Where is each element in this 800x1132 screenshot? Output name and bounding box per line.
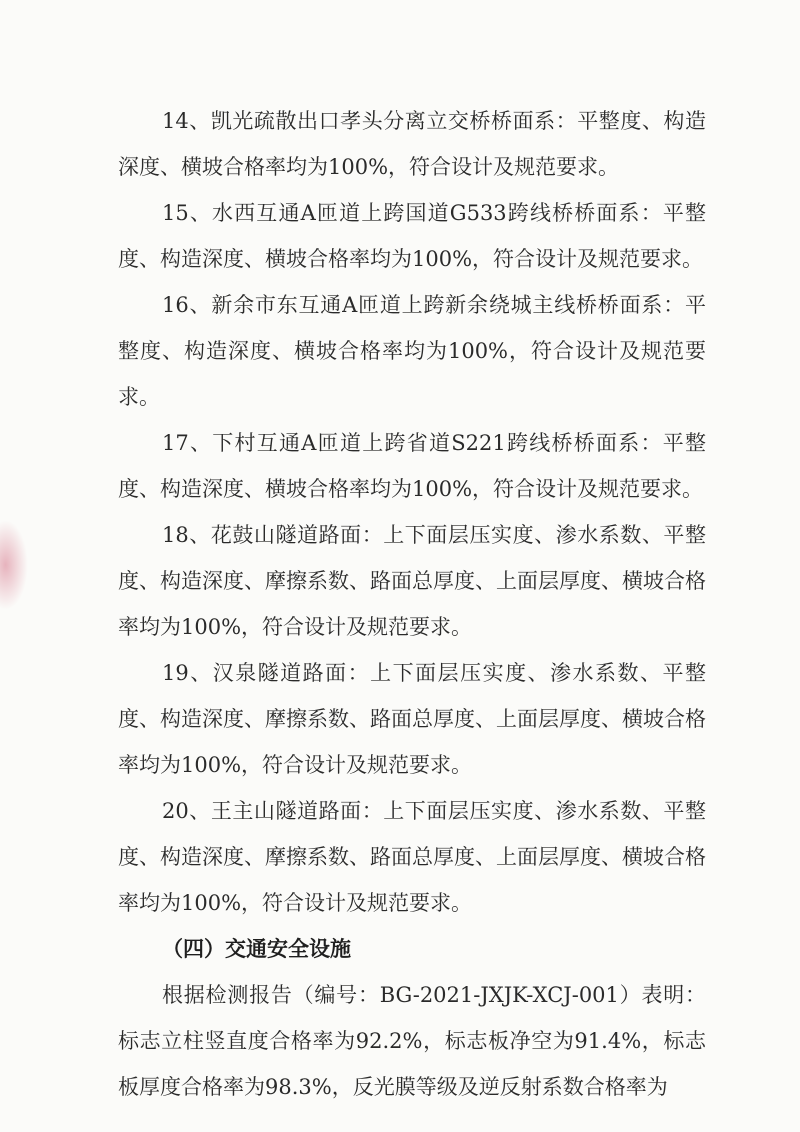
paragraph-16: 16、新余市东互通A匝道上跨新余绕城主线桥桥面系：平整度、构造深度、横坡合格率均为100%，符合设计及规范要求。 [118,293,706,409]
page-stain [0,520,28,610]
document-body [118,98,706,1110]
paragraph-15: 15、水西互通A匝道上跨国道G533跨线桥桥面系：平整度、构造深度、横坡合格率均为100%，符合设计及规范要求。 [118,201,706,271]
paragraph-20: 20、王主山隧道路面：上下面层压实度、渗水系数、平整度、构造深度、摩擦系数、路面总厚度、上面层厚度、横坡合格率均为100%，符合设计及规范要求。 [118,799,706,915]
paragraph-19: 19、汉泉隧道路面：上下面层压实度、渗水系数、平整度、构造深度、摩擦系数、路面总厚度、上面层厚度、横坡合格率均为100%，符合设计及规范要求。 [118,661,706,777]
paragraph-17: 17、下村互通A匝道上跨省道S221跨线桥桥面系：平整度、构造深度、横坡合格率均为100%，符合设计及规范要求。 [118,431,706,501]
paragraph-14: 14、凯光疏散出口孝头分离立交桥桥面系：平整度、构造深度、横坡合格率均为100%，符合设计及规范要求。 [118,109,706,179]
section-heading: （四）交通安全设施 [162,936,351,961]
paragraph-18: 18、花鼓山隧道路面：上下面层压实度、渗水系数、平整度、构造深度、摩擦系数、路面总厚度、上面层厚度、横坡合格率均为100%，符合设计及规范要求。 [118,523,706,639]
closing-paragraph: 根据检测报告（编号：BG-2021-JXJK-XCJ-001）表明：标志立柱竖直度合格率为92.2%，标志板净空为91.4%，标志板厚度合格率为98.3%，反光膜等级及逆反射系数合格率为 [118,983,706,1099]
